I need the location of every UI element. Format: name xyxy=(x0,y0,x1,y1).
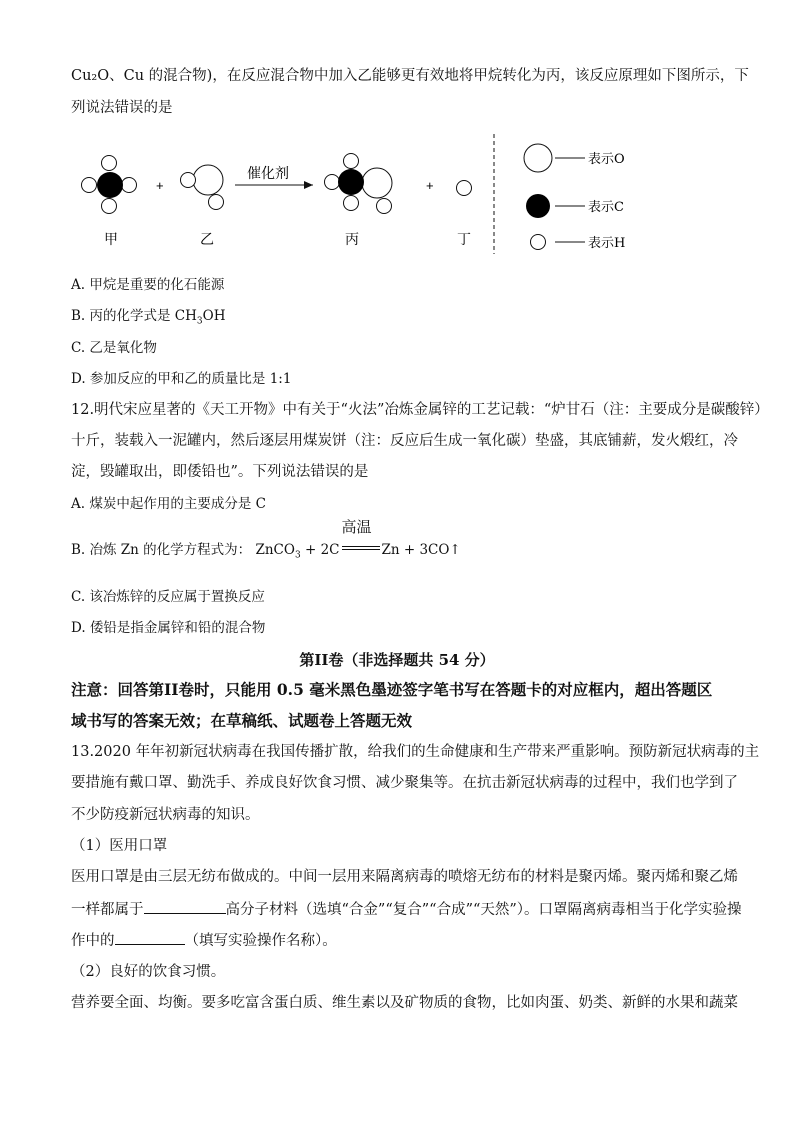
q13-stem-line-2: 要措施有戴口罩、勤洗手、养成良好饮食习惯、减少聚集等。在抗击新冠状病毒的过程中，我们也学到了 xyxy=(71,775,738,791)
q12-option-c: C. 该冶炼锌的反应属于置换反应 xyxy=(71,589,265,605)
q13-paragraph-line-2: 一样都属于 高分子材料（选填“合金”“复合”“合成”“天然”）。口罩隔离病毒相当于化学实验操 xyxy=(71,899,742,920)
q12-option-d: D. 倭铅是指金属锌和铅的混合物 xyxy=(71,620,266,636)
section-title: 第II卷（非选择题共 54 分） xyxy=(299,651,495,669)
q11-option-d: D. 参加反应的甲和乙的质量比是 1:1 xyxy=(71,371,292,387)
hydrogen-molecule xyxy=(457,181,472,196)
answer-blank-2[interactable] xyxy=(115,930,185,945)
q13-sub-heading-1: （1）医用口罩 xyxy=(71,838,168,854)
oxide-molecule xyxy=(181,165,224,210)
q13-paragraph-line-1: 医用口罩是由三层无纺布做成的。中间一层用来隔离病毒的喷熔无纺布的材料是聚丙烯。聚丙烯和聚乙烯 xyxy=(71,869,738,885)
q12-stem-line-1: 12.明代宋应星著的《天工开物》中有关于“火法”冶炼金属锌的工艺记载：“炉甘石（注：主要成分是碳酸锌） xyxy=(71,402,769,418)
reaction-condition: 高温 xyxy=(341,518,372,536)
q12-option-a: A. 煤炭中起作用的主要成分是 C xyxy=(71,496,266,512)
q13-stem-line-3: 不少防疫新冠状病毒的知识。 xyxy=(71,807,260,823)
label-yi: 乙 xyxy=(200,232,214,248)
q13-paragraph-line-3: 作中的 （填写实验操作名称）。 xyxy=(71,930,337,951)
q12-stem-line-3: 淀，毁罐取出，即倭铅也”。下列说法错误的是 xyxy=(71,464,369,480)
catalyst-label: 催化剂 xyxy=(247,166,289,182)
chemical-equation: ZnCO$_3$ + 2C 高温 Zn + 3CO↑ xyxy=(255,518,461,561)
q11-option-b: B. 丙的化学式是 $CH_3OH$ xyxy=(71,308,226,327)
label-ding: 丁 xyxy=(457,232,471,248)
legend-oxygen-label: 表示O xyxy=(588,152,625,167)
q12-stem-line-2: 十斤，装载入一泥罐内，然后逐层用煤炭饼（注：反应后生成一氧化碳）垫盛，其底铺薪，发火煅红，冷 xyxy=(71,433,738,449)
reaction-diagram xyxy=(70,130,690,255)
label-jia: 甲 xyxy=(104,232,118,248)
answer-blank-1[interactable] xyxy=(144,899,226,914)
intro-line-1: Cu₂O、Cu 的混合物)，在反应混合物中加入乙能够更有效地将甲烷转化为丙，该反应原理如下图所示，下 xyxy=(71,68,749,84)
q13-sub-heading-2: （2）良好的饮食习惯。 xyxy=(71,964,226,980)
notice-line-1: 注意：回答第II卷时，只能用 0.5 毫米黑色墨迹签字笔书写在答题卡的对应框内，超出答题区 xyxy=(71,680,713,699)
q13-stem-line-1: 13.2020 年年初新冠状病毒在我国传播扩散，给我们的生命健康和生产带来严重影响。预防新冠状病毒的主 xyxy=(71,744,760,760)
legend-hydrogen-symbol xyxy=(531,235,546,250)
reaction-arrow xyxy=(235,181,313,189)
intro-line-2: 列说法错误的是 xyxy=(71,100,173,116)
methanol-molecule xyxy=(325,154,393,214)
legend-carbon-symbol xyxy=(526,194,550,218)
legend-carbon-label: 表示C xyxy=(588,200,624,215)
label-bing: 丙 xyxy=(345,232,359,248)
plus-sign-1: + xyxy=(156,178,164,193)
q11-option-a: A. 甲烷是重要的化石能源 xyxy=(71,277,225,293)
notice-line-2: 域书写的答案无效；在草稿纸、试题卷上答题无效 xyxy=(71,711,413,730)
legend-oxygen-symbol xyxy=(524,144,552,172)
q12-option-b: B. 冶炼 Zn 的化学方程式为： ZnCO$_3$ + 2C 高温 Zn + 3CO↑ xyxy=(71,518,461,561)
plus-sign-2: + xyxy=(426,178,434,193)
q11-option-c: C. 乙是氧化物 xyxy=(71,340,157,356)
legend-hydrogen-label: 表示H xyxy=(588,236,626,251)
q13-paragraph-line-4: 营养要全面、均衡。要多吃富含蛋白质、维生素以及矿物质的食物，比如肉蛋、奶类、新鲜的水果和蔬菜 xyxy=(71,995,738,1011)
methane-molecule xyxy=(82,156,137,214)
legend xyxy=(524,144,625,251)
